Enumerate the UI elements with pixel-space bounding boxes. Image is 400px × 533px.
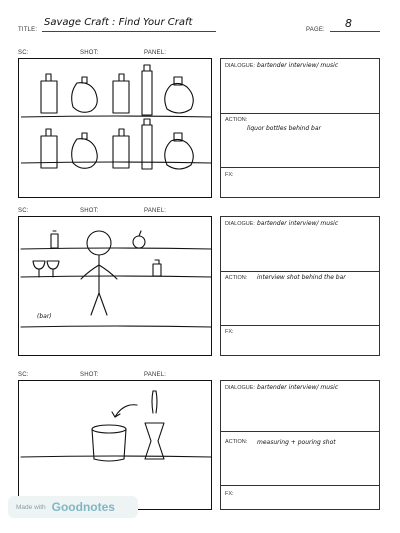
made-with-text: Made with	[16, 503, 46, 511]
sc-label-3: SC:	[18, 372, 29, 378]
fx-label-2: FX:	[225, 329, 234, 335]
page-label: PAGE:	[306, 27, 325, 33]
sc-label-1: SC:	[18, 50, 29, 56]
fx-label-1: FX:	[225, 172, 234, 178]
page-underline	[330, 31, 380, 32]
panel-label-3: PANEL:	[144, 372, 167, 378]
panel-label-2: PANEL:	[144, 208, 167, 214]
sketch-panel-1	[18, 58, 212, 198]
divider	[221, 113, 379, 114]
dialogue-value-1: bartender interview/ music	[257, 62, 339, 69]
action-value-3: measuring + pouring shot	[257, 439, 336, 446]
sketch-note-bar: (bar)	[37, 313, 52, 320]
notes-box-3	[220, 380, 380, 510]
title-label: TITLE:	[18, 27, 38, 33]
dialogue-value-2: bartender interview/ music	[257, 220, 339, 227]
dialogue-value-3: bartender interview/ music	[257, 384, 339, 391]
action-value-2: interview shot behind the bar	[257, 274, 346, 281]
action-value-1: liquor bottles behind bar	[247, 125, 322, 132]
divider	[221, 325, 379, 326]
dialogue-label-1: DIALOGUE:	[225, 63, 255, 69]
notes-box-1	[220, 58, 380, 198]
shot-label-1: SHOT:	[80, 50, 99, 56]
title-value: Savage Craft : Find Your Craft	[44, 17, 193, 28]
fx-label-3: FX:	[225, 491, 234, 497]
sketch-panel-2	[18, 216, 212, 356]
panel-label-1: PANEL:	[144, 50, 167, 56]
sc-label-2: SC:	[18, 208, 29, 214]
sketch-measuring-pouring	[19, 381, 213, 511]
dialogue-label-3: DIALOGUE:	[225, 385, 255, 391]
action-label-1: ACTION:	[225, 117, 248, 123]
goodnotes-watermark	[8, 496, 138, 518]
divider	[221, 431, 379, 432]
shot-label-2: SHOT:	[80, 208, 99, 214]
goodnotes-brand: Goodnotes	[51, 500, 115, 514]
divider	[221, 167, 379, 168]
sketch-liquor-bottles	[19, 59, 213, 199]
shot-label-3: SHOT:	[80, 372, 99, 378]
sketch-panel-3	[18, 380, 212, 510]
page-value: 8	[345, 17, 352, 30]
dialogue-label-2: DIALOGUE:	[225, 221, 255, 227]
action-label-2: ACTION:	[225, 275, 248, 281]
divider	[221, 485, 379, 486]
notes-box-2	[220, 216, 380, 356]
title-underline	[42, 31, 216, 32]
action-label-3: ACTION:	[225, 439, 248, 445]
sketch-bartender-interview	[19, 217, 213, 357]
divider	[221, 271, 379, 272]
